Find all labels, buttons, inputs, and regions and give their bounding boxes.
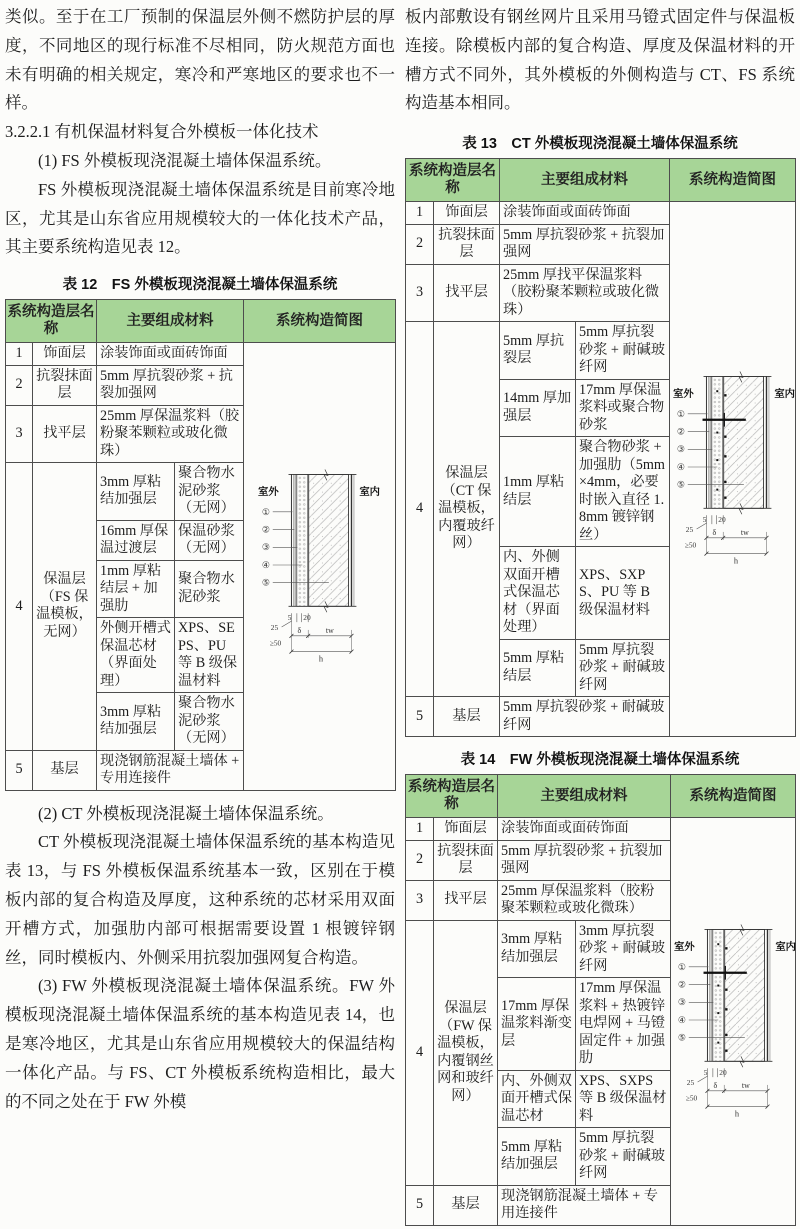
table-cell: 现浇钢筋混凝土墙体 + 专用连接件	[498, 1185, 671, 1225]
table-header-row	[406, 159, 796, 202]
table-cell: 1	[6, 343, 33, 366]
wall-section-diagram	[674, 917, 798, 1121]
table-cell: 3	[406, 880, 434, 920]
dim-min50: ≥50	[685, 1093, 698, 1103]
table-cell: 1	[406, 202, 434, 225]
table-13-container	[405, 158, 795, 737]
table-cell: 1	[406, 818, 434, 841]
table-cell: 外侧开槽式保温芯材（界面处理）	[97, 618, 175, 693]
layer-marker: ⑤	[676, 480, 685, 491]
table-header-cell: 系统构造简图	[671, 775, 796, 818]
table-cell: 4	[6, 463, 33, 751]
system-table	[405, 158, 796, 737]
dim-5: 5	[287, 612, 291, 622]
table-cell: 找平层	[33, 405, 97, 463]
section-heading: 3.2.2.1 有机保温材料复合外模板一体化技术	[5, 122, 319, 142]
table-header-cell: 系统构造简图	[670, 159, 796, 202]
table-header-cell: 系统构造层名称	[406, 159, 500, 202]
dim-25: 25	[686, 1077, 695, 1087]
table-cell: XPS、SXPS 等 B 级保温材料	[576, 1070, 671, 1128]
table-header-row	[6, 300, 396, 343]
dim-h: h	[318, 654, 323, 664]
layer-marker: ②	[676, 426, 685, 437]
table-cell: 涂装饰面或面砖饰面	[500, 202, 670, 225]
table-header-cell: 主要组成材料	[498, 775, 671, 818]
table-14-container	[405, 774, 795, 1226]
table-cell: 饰面层	[33, 343, 97, 366]
table-cell: 3	[406, 264, 434, 322]
table-cell: 抗裂抹面层	[434, 224, 500, 264]
table-cell: 找平层	[434, 264, 500, 322]
table-cell: 5mm 厚抗裂砂浆 + 耐碱玻纤网	[576, 1128, 671, 1186]
table-cell: 25mm 厚保温浆料（胶粉聚苯颗粒或玻化微珠）	[498, 880, 671, 920]
left-column	[5, 3, 395, 1226]
table-cell: 抗裂抹面层	[33, 365, 97, 405]
table-cell: 5	[6, 750, 33, 790]
table-cell: 聚合物砂浆 + 加强肋（5mm×4mm，必要时嵌入直径 1.8mm 镀锌钢丝）	[576, 437, 670, 547]
table-cell: 3mm 厚粘结加强层	[97, 693, 175, 751]
dim-min50: ≥50	[684, 541, 697, 551]
layer-marker: ①	[677, 961, 686, 972]
table-cell: 现浇钢筋混凝土墙体 + 专用连接件	[97, 750, 244, 790]
layer-marker: ②	[677, 979, 686, 990]
dim-tw: tw	[325, 625, 334, 635]
indoor-label: 室内	[774, 389, 796, 401]
table-cell: 4	[406, 322, 434, 697]
diagram-cell	[244, 343, 396, 791]
table-cell: 5mm 厚粘结加强层	[498, 1128, 576, 1186]
body-paragraph: 板内部敷设有钢丝网片且采用马镫式固定件与保温板连接。除模板内部的复合构造、厚度及保温材料的开槽方式不同外，其外模板的外侧构造与 CT、FS 系统构造基本相同。	[405, 7, 795, 113]
dim-5: 5	[702, 515, 707, 525]
table-row	[406, 202, 796, 225]
table-cell: 5mm 厚抗裂砂浆 + 抗裂加强网	[97, 365, 244, 405]
layer-marker: ④	[676, 462, 685, 473]
outdoor-label: 室外	[257, 486, 279, 498]
indoor-label: 室内	[775, 941, 797, 953]
layer-marker: ⑤	[677, 1032, 686, 1043]
body-paragraph: 类似。至于在工厂预制的保温层外侧不燃防护层的厚度，不同地区的现行标准不尽相同，防火规范方面也未有明确的相关规定，寒冷和严寒地区的要求也不一样。	[5, 7, 395, 113]
table-cell: 5mm 厚抗裂砂浆 + 抗裂加强网	[498, 840, 671, 880]
layer-marker: ⑤	[261, 577, 270, 588]
table-header-cell: 系统构造层名称	[6, 300, 97, 343]
table-cell: 1mm 厚粘结层 + 加强肋	[97, 560, 175, 618]
table-cell: 3mm 厚粘结加强层	[498, 920, 576, 978]
right-column	[405, 3, 795, 1226]
table-12-container	[5, 299, 395, 791]
table-cell: 3mm 厚粘结加强层	[97, 463, 175, 521]
table-cell: 聚合物水泥砂浆（无网）	[175, 693, 244, 751]
dim-25: 25	[270, 622, 278, 632]
table-cell: 保温层（FS 保温模板，无网）	[33, 463, 97, 751]
table-cell: 基层	[33, 750, 97, 790]
table-cell: 涂装饰面或面砖饰面	[97, 343, 244, 366]
diagram-cell	[670, 202, 796, 737]
table-cell: 内、外侧双面开槽式保温芯材（界面处理）	[500, 547, 576, 640]
table-cell: XPS、SXPS、PU 等 B 级保温材料	[576, 547, 670, 640]
dim-min50: ≥50	[269, 638, 281, 648]
system-table	[5, 299, 396, 791]
table-cell: 保温砂浆（无网）	[175, 520, 244, 560]
dim-tw: tw	[740, 528, 749, 538]
table-cell: 4	[406, 920, 434, 1185]
system-table	[405, 774, 796, 1226]
table-cell: 基层	[434, 1185, 498, 1225]
layer-marker: ③	[261, 541, 270, 552]
dim-20: 20	[718, 515, 726, 525]
table-header-row	[406, 775, 796, 818]
table-cell: 基层	[434, 697, 500, 737]
layer-marker: ②	[261, 524, 270, 535]
table-cell: 找平层	[434, 880, 498, 920]
table-cell: 聚合物水泥砂浆	[175, 560, 244, 618]
diagram-cell	[671, 818, 796, 1226]
table-cell: 16mm 厚保温过渡层	[97, 520, 175, 560]
dim-20: 20	[302, 612, 311, 622]
layer-marker: ③	[677, 996, 686, 1007]
table-cell: 保温层（FW 保温模板，内覆钢丝网和玻纤网）	[434, 920, 498, 1185]
table-cell: 内、外侧双面开槽式保温芯材	[498, 1070, 576, 1128]
table-cell: 17mm 厚保温浆料 + 热镀锌电焊网 + 马镫固定件 + 加强肋	[576, 978, 671, 1071]
dim-tw: tw	[741, 1080, 750, 1090]
table-cell: 5	[406, 1185, 434, 1225]
dim-delta: δ	[712, 528, 717, 538]
dim-25: 25	[685, 525, 694, 535]
table-header-cell: 主要组成材料	[97, 300, 244, 343]
table-cell: 饰面层	[434, 202, 500, 225]
table-header-cell: 系统构造简图	[244, 300, 396, 343]
table-cell: 17mm 厚保温浆料或聚合物砂浆	[576, 379, 670, 437]
dim-h: h	[734, 1109, 740, 1119]
dim-delta: δ	[296, 625, 301, 635]
table-cell: 25mm 厚找平保温浆料（胶粉聚苯颗粒或玻化微珠）	[500, 264, 670, 322]
body-paragraph: CT 外模板现浇混凝土墙体保温系统的基本构造见表 13，与 FS 外模板保温系统基本一致，区别在于模板内部的复合构造及厚度，这种系统的芯材采用双面开槽方式，加强肋内部可根据需要设置 1 根镀锌钢丝，同时模板内、外侧采用抗裂加强网复合构造。	[5, 832, 395, 967]
layer-marker: ③	[676, 444, 685, 455]
table-cell: 14mm 厚加强层	[500, 379, 576, 437]
table-cell: XPS、SEPS、PU 等 B 级保温材料	[175, 618, 244, 693]
layer-marker: ④	[677, 1014, 686, 1025]
table-cell: 2	[6, 365, 33, 405]
table-cell: 1mm 厚粘结层	[500, 437, 576, 547]
table-cell: 饰面层	[434, 818, 498, 841]
body-paragraph: FS 外模板现浇混凝土墙体保温系统是目前寒冷地区，尤其是山东省应用规模较大的一体化技术产品，其主要系统构造见表 12。	[5, 179, 395, 257]
dim-h: h	[733, 556, 739, 566]
body-paragraph: (1) FS 外模板现浇混凝土墙体保温系统。	[38, 150, 332, 170]
table-header-cell: 系统构造层名称	[406, 775, 498, 818]
outdoor-label: 室外	[674, 941, 695, 953]
table-cell: 3	[6, 405, 33, 463]
table-cell: 5mm 厚粘结层	[500, 639, 576, 697]
table-cell: 5mm 厚抗裂砂浆 + 耐碱玻纤网	[576, 322, 670, 380]
table-cell: 保温层（CT 保温模板，内覆玻纤网）	[434, 322, 500, 697]
body-paragraph: (2) CT 外模板现浇混凝土墙体保温系统。	[38, 803, 334, 823]
table-cell: 聚合物水泥砂浆（无网）	[175, 463, 244, 521]
table-cell: 涂装饰面或面砖饰面	[498, 818, 671, 841]
dim-20: 20	[719, 1067, 727, 1077]
wall-section-diagram	[258, 462, 382, 666]
table-cell: 5mm 厚抗裂砂浆 + 抗裂加强网	[500, 224, 670, 264]
table-header-cell: 主要组成材料	[500, 159, 670, 202]
layer-marker: ①	[676, 409, 685, 420]
table-cell: 5mm 厚抗裂层	[500, 322, 576, 380]
table-cell: 17mm 厚保温浆料渐变层	[498, 978, 576, 1071]
table-cell: 2	[406, 224, 434, 264]
table-cell: 2	[406, 840, 434, 880]
layer-marker: ④	[261, 559, 270, 570]
body-paragraph: (3) FW 外模板现浇混凝土墙体保温系统。FW 外模板现浇混凝土墙体保温系统的基本构造见表 14，也是寒冷地区，尤其是山东省应用规模较大的保温结构一体化产品。与 FS、CT 外模板系统构造相比，最大的不同之处在于 FW 外模	[5, 976, 395, 1111]
table-cell: 5	[406, 697, 434, 737]
table-cell: 3mm 厚抗裂砂浆 + 耐碱玻纤网	[576, 920, 671, 978]
indoor-label: 室内	[358, 486, 380, 498]
wall-section-diagram	[673, 364, 797, 568]
table-caption: 表 12 FS 外模板现浇混凝土墙体保温系统	[62, 277, 338, 294]
layer-marker: ①	[261, 506, 270, 517]
table-cell: 抗裂抹面层	[434, 840, 498, 880]
table-caption: 表 13 CT 外模板现浇混凝土墙体保温系统	[462, 136, 738, 153]
table-cell: 5mm 厚抗裂砂浆 + 耐碱玻纤网	[576, 639, 670, 697]
table-row	[406, 818, 796, 841]
table-cell: 5mm 厚抗裂砂浆 + 耐碱玻纤网	[500, 697, 670, 737]
table-caption: 表 14 FW 外模板现浇混凝土墙体保温系统	[460, 752, 740, 769]
dim-delta: δ	[713, 1080, 718, 1090]
outdoor-label: 室外	[673, 389, 694, 401]
table-cell: 25mm 厚保温浆料（胶粉聚苯颗粒或玻化微珠）	[97, 405, 244, 463]
table-row	[6, 343, 396, 366]
dim-5: 5	[703, 1067, 708, 1077]
